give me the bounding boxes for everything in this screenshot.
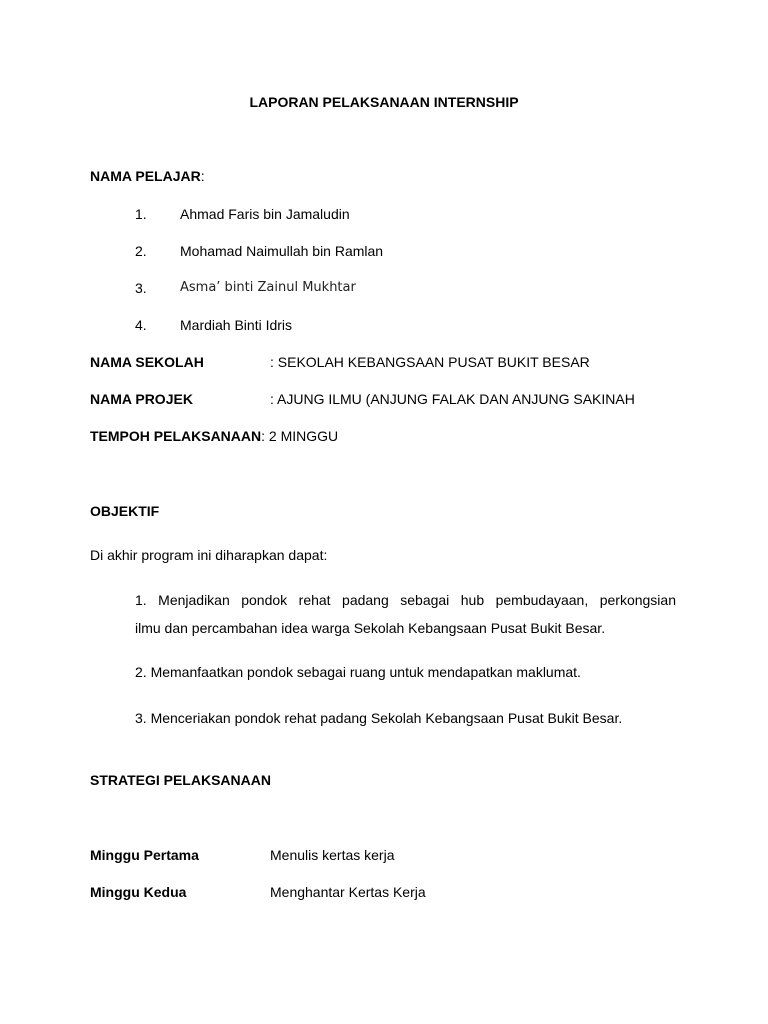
objectives-intro: Di akhir program ini diharapkan dapat:: [90, 547, 328, 563]
objective-item-2: 2. Memanfaatkan pondok sebagai ruang untuk mendapatkan maklumat.: [135, 664, 581, 680]
student-name: Mohamad Naimullah bin Ramlan: [180, 243, 384, 259]
student-name: Mardiah Binti Idris: [180, 317, 293, 333]
student-number: 2.: [135, 243, 147, 259]
school-label: NAMA SEKOLAH: [90, 354, 204, 370]
duration-value: : 2 MINGGU: [261, 428, 339, 444]
student-number: 3.: [135, 280, 147, 296]
duration-label: TEMPOH PELAKSANAAN: [90, 428, 262, 444]
project-value: : AJUNG ILMU (ANJUNG FALAK DAN ANJUNG SAKINAH: [270, 391, 635, 407]
objectives-heading: OBJEKTIF: [90, 503, 160, 519]
students-label-row: [90, 167, 205, 185]
week-label: Minggu Pertama: [90, 847, 199, 863]
school-value: : SEKOLAH KEBANGSAAN PUSAT BUKIT BESAR: [270, 354, 590, 370]
objective-item-1-line-1: 1. Menjadikan pondok rehat padang sebagai hub pembudayaan, perkongsian: [135, 592, 676, 608]
week-task: Menghantar Kertas Kerja: [270, 884, 426, 900]
week-label: Minggu Kedua: [90, 884, 187, 900]
objective-item-3: 3. Menceriakan pondok rehat padang Sekolah Kebangsaan Pusat Bukit Besar.: [135, 710, 623, 726]
student-name: Asma’ binti Zainul Mukhtar: [180, 280, 356, 295]
student-name: Ahmad Faris bin Jamaludin: [180, 206, 350, 222]
project-label: NAMA PROJEK: [90, 391, 193, 407]
duration-row: [90, 427, 338, 445]
strategy-heading: STRATEGI PELAKSANAAN: [90, 772, 271, 788]
objective-item-1-line-2: ilmu dan percambahan idea warga Sekolah Kebangsaan Pusat Bukit Besar.: [135, 620, 606, 636]
student-number: 1.: [135, 206, 147, 222]
report-title: LAPORAN PELAKSANAAN INTERNSHIP: [249, 94, 519, 110]
students-colon: :: [200, 168, 205, 184]
week-task: Menulis kertas kerja: [270, 847, 395, 863]
students-label: NAMA PELAJAR: [90, 168, 201, 184]
student-number: 4.: [135, 317, 147, 333]
